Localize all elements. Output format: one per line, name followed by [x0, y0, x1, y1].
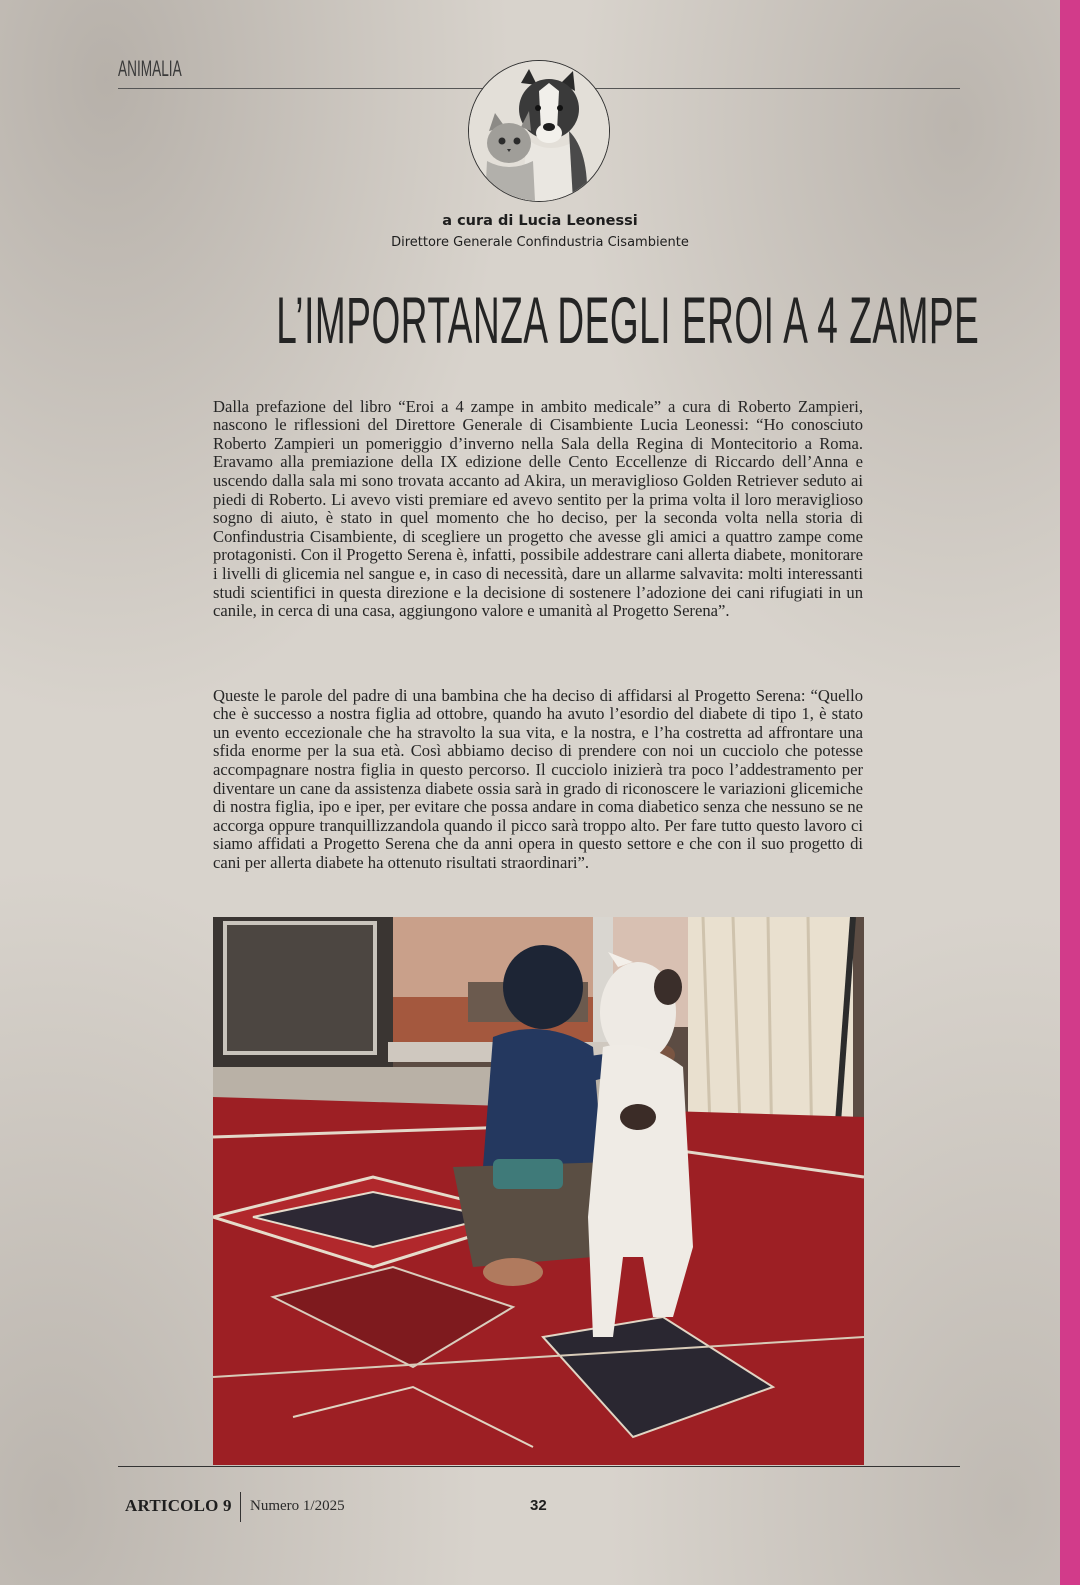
emblem-illustration	[469, 61, 609, 201]
article-paragraph-1: Dalla prefazione del libro “Eroi a 4 zampe in ambito medicale” a cura di Roberto Zampieri, nascono le riflessioni del Direttore Generale di Cisambiente Lucia Leonessi: “Ho conosciuto Roberto Zampieri un pomeriggio d’inverno nella Sala della Regina di Montecitorio a Roma. Eravamo alla premiazione della IX edizione delle Cento Eccellenze di Riccardo dell’Anna e uscendo dalla sala mi sono trovata accanto ad Akira, un meraviglioso Golden Retriever seduto ai piedi di Roberto. Li avevo visti premiare ed avevo sentito per la prima volta il loro meraviglioso sogno di aiuto, è stato in quel momento che ho deciso, per la seconda volta nella storia di Confindustria Cisambiente, di scegliere un progetto che avesse gli amici a quattro zampe come protagonisti. Con il Progetto Serena è, infatti, possibile addestrare cani allerta diabete, monitorare i livelli di glicemia nel sangue e, in caso di necessità, dare un allarme salvavita: molti interessanti studi scientifici in questa direzione e la decisione di sostenere l’adozione dei cani rifugiati in un canile, in cerca di una casa, aggiungono valore e umanità al Progetto Serena”.	[213, 396, 863, 621]
magazine-brand: ARTICOLO 9	[125, 1496, 232, 1515]
page-number: 32	[530, 1497, 547, 1514]
cat-and-dog-emblem-icon	[468, 60, 610, 202]
author-role: Direttore Generale Confindustria Cisambiente	[391, 235, 689, 250]
article-paragraph-2: Queste le parole del padre di una bambina che ha deciso di affidarsi al Progetto Serena: “Quello che è successo a nostra figlia ad ottobre, quando ha avuto l’esordio del diabete di tipo 1, è stato un evento eccezionale che ha stravolto la sua vita, e la nostra, e l’ha costretta ad affrontare una sfida enorme per la sua età. Così abbiamo deciso di prendere con noi un cucciolo che potesse accompagnare nostra figlia in questo percorso. Il cucciolo inizierà tra poco l’addestramento per diventare un cane da assistenza diabete ossia sarà in grado di riconoscere le variazioni glicemiche di nostra figlia, ipo e iper, per evitare che possa andare in coma diabetico senza che nessuno se ne accorga oppure tranquillizzandola quando il picco sarà troppo alto. Per fare tutto questo lavoro ci siamo affidati a Progetto Serena che da anni opera in questo settore e che con il suo progetto di cani per allerta diabete ha ottenuto risultati straordinari”.	[213, 685, 863, 872]
footer-separator	[240, 1492, 241, 1522]
issue-number: Numero 1/2025	[250, 1498, 345, 1514]
child-and-dog-at-window-illustration	[213, 917, 864, 1465]
article-title-text: L’IMPORTANZA DEGLI EROI A 4 ZAMPE	[276, 283, 980, 357]
section-label: ANIMALIA	[118, 56, 182, 81]
article-author: a cura di Lucia Leonessi	[442, 213, 638, 229]
article-title	[0, 282, 1080, 358]
article-photo	[213, 917, 864, 1465]
footer-rule	[118, 1466, 960, 1467]
